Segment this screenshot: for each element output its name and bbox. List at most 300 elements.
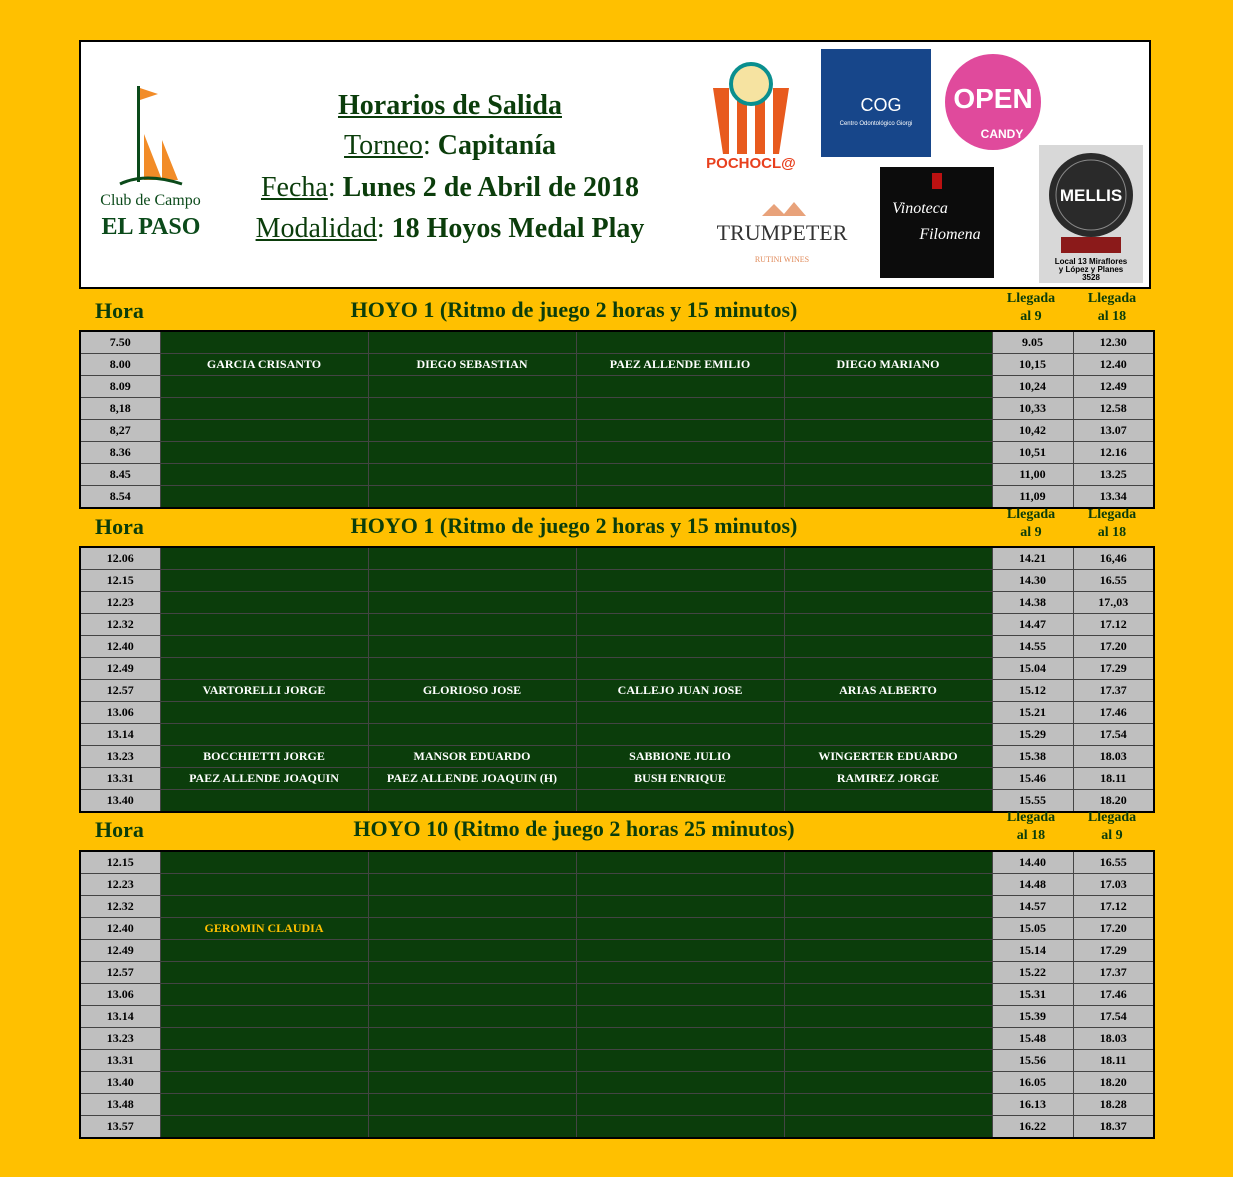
hora-label: Hora (95, 298, 144, 323)
arrival-time-cell-2: 17.29 (1073, 658, 1154, 680)
player-cell: GLORIOSO JOSE (368, 680, 576, 702)
player-cell: BOCCHIETTI JORGE (160, 746, 368, 768)
tee-time-cell: 13.48 (80, 1094, 160, 1116)
tee-time-table (79, 850, 1155, 1139)
modalidad-value: 18 Hoyos Medal Play (391, 213, 645, 244)
tee-time-cell: 13.23 (80, 746, 160, 768)
arrival-time-cell-1: 14.57 (992, 896, 1073, 918)
player-cell: BUSH ENRIQUE (576, 768, 784, 790)
table-row (80, 1094, 1154, 1116)
vinoteca-filomena-logo (880, 167, 994, 278)
player-cell (784, 984, 992, 1006)
tee-time-table (79, 330, 1155, 509)
arrival-col2-line1: Llegada (1087, 291, 1137, 306)
tee-time-cell: 13.06 (80, 702, 160, 724)
arrival-time-cell-1: 15.56 (992, 1050, 1073, 1072)
arrival-time-cell-1: 14.38 (992, 592, 1073, 614)
svg-text:POCHOCL@: POCHOCL@ (706, 155, 796, 172)
tee-time-cell: 12.57 (80, 962, 160, 984)
player-cell (784, 896, 992, 918)
player-cell (576, 592, 784, 614)
player-cell (368, 790, 576, 813)
arrival-time-cell-2: 16.55 (1073, 570, 1154, 592)
table-row (80, 724, 1154, 746)
player-cell (368, 1028, 576, 1050)
table-row (80, 547, 1154, 570)
arrival-time-cell-2: 12.40 (1073, 354, 1154, 376)
player-cell (368, 398, 576, 420)
player-cell (576, 1116, 784, 1139)
tee-time-cell: 13.31 (80, 768, 160, 790)
arrival-col2-line1: Llegada (1087, 810, 1137, 825)
arrival-time-cell-2: 18.11 (1073, 768, 1154, 790)
arrival-time-cell-2: 17.,03 (1073, 592, 1154, 614)
player-cell (576, 420, 784, 442)
arrival-time-cell-2: 12.30 (1073, 331, 1154, 354)
arrival-col1-header (991, 809, 1071, 845)
table-row (80, 1116, 1154, 1139)
player-cell (160, 940, 368, 962)
arrival-col2-line2: al 18 (1097, 525, 1127, 540)
club-name-line1: Club de Campo (100, 192, 201, 209)
player-cell (160, 614, 368, 636)
player-cell (160, 486, 368, 509)
torneo-line: Torneo: Capitanía (344, 130, 556, 161)
player-cell (784, 790, 992, 813)
arrival-time-cell-1: 9.05 (992, 331, 1073, 354)
player-cell (368, 376, 576, 398)
tee-time-cell: 8.09 (80, 376, 160, 398)
tee-time-cell: 13.06 (80, 984, 160, 1006)
arrival-time-cell-2: 18.20 (1073, 1072, 1154, 1094)
player-cell (160, 1050, 368, 1072)
table-row (80, 984, 1154, 1006)
player-cell (368, 486, 576, 509)
tee-time-cell: 8.00 (80, 354, 160, 376)
table-row (80, 680, 1154, 702)
table-row (80, 570, 1154, 592)
player-cell: DIEGO SEBASTIAN (368, 354, 576, 376)
arrival-time-cell-1: 15.04 (992, 658, 1073, 680)
player-cell (576, 918, 784, 940)
arrival-time-cell-1: 15.05 (992, 918, 1073, 940)
player-cell (160, 1116, 368, 1139)
arrival-col1-line2: al 18 (1016, 828, 1046, 843)
player-cell (784, 614, 992, 636)
arrival-time-cell-1: 15.12 (992, 680, 1073, 702)
player-cell (576, 570, 784, 592)
player-cell (576, 658, 784, 680)
arrival-time-cell-2: 18.37 (1073, 1116, 1154, 1139)
arrival-col2-header (1072, 290, 1152, 326)
player-cell (368, 1050, 576, 1072)
tee-time-cell: 8,18 (80, 398, 160, 420)
player-cell (160, 1072, 368, 1094)
table-row (80, 1072, 1154, 1094)
player-cell (576, 486, 784, 509)
arrival-time-cell-1: 14.40 (992, 851, 1073, 874)
player-cell (368, 1116, 576, 1139)
cog-logo (821, 49, 931, 157)
player-cell: ARIAS ALBERTO (784, 680, 992, 702)
player-cell (784, 1028, 992, 1050)
tee-time-cell: 8.36 (80, 442, 160, 464)
player-cell: PAEZ ALLENDE EMILIO (576, 354, 784, 376)
arrival-time-cell-1: 15.48 (992, 1028, 1073, 1050)
tee-time-cell: 12.57 (80, 680, 160, 702)
player-cell (160, 464, 368, 486)
arrival-time-cell-2: 17.46 (1073, 984, 1154, 1006)
table-row (80, 442, 1154, 464)
player-cell (784, 331, 992, 354)
arrival-time-cell-2: 18.03 (1073, 746, 1154, 768)
player-cell (784, 420, 992, 442)
tee-time-cell: 13.31 (80, 1050, 160, 1072)
arrival-time-cell-2: 13.34 (1073, 486, 1154, 509)
player-cell (368, 851, 576, 874)
svg-text:CANDY: CANDY (980, 127, 1024, 141)
player-cell (784, 398, 992, 420)
arrival-time-cell-1: 10,51 (992, 442, 1073, 464)
arrival-time-cell-1: 14.21 (992, 547, 1073, 570)
tee-time-cell: 8.45 (80, 464, 160, 486)
tee-time-cell: 13.14 (80, 1006, 160, 1028)
tee-time-cell: 12.06 (80, 547, 160, 570)
svg-text:Local 13 Miraflores: Local 13 Miraflores (1054, 257, 1128, 266)
player-cell (160, 636, 368, 658)
player-cell (784, 702, 992, 724)
player-cell (576, 724, 784, 746)
tee-time-cell: 8.54 (80, 486, 160, 509)
player-cell (160, 547, 368, 570)
player-cell (784, 464, 992, 486)
player-cell (368, 1006, 576, 1028)
tee-time-cell: 7.50 (80, 331, 160, 354)
arrival-time-cell-1: 15.31 (992, 984, 1073, 1006)
tee-time-cell: 12.49 (80, 940, 160, 962)
svg-text:Centro Odontológico Giorgi: Centro Odontológico Giorgi (839, 121, 913, 127)
arrival-col2-line2: al 18 (1097, 309, 1127, 324)
tee-time-cell: 13.14 (80, 724, 160, 746)
section-header (79, 291, 1151, 330)
player-cell (576, 376, 784, 398)
player-cell (576, 398, 784, 420)
player-cell (160, 592, 368, 614)
player-cell: DIEGO MARIANO (784, 354, 992, 376)
player-cell (784, 376, 992, 398)
player-cell (576, 874, 784, 896)
arrival-time-cell-2: 18.20 (1073, 790, 1154, 813)
player-cell (160, 658, 368, 680)
player-cell (784, 962, 992, 984)
player-cell (160, 331, 368, 354)
player-cell (368, 331, 576, 354)
arrival-time-cell-2: 17.37 (1073, 680, 1154, 702)
player-cell: WINGERTER EDUARDO (784, 746, 992, 768)
player-cell (576, 1028, 784, 1050)
table-row (80, 636, 1154, 658)
arrival-time-cell-2: 17.12 (1073, 896, 1154, 918)
arrival-col1-header (991, 506, 1071, 542)
player-cell (368, 592, 576, 614)
arrival-time-cell-2: 12.16 (1073, 442, 1154, 464)
player-cell: RAMIREZ JORGE (784, 768, 992, 790)
table-row (80, 398, 1154, 420)
tee-time-cell: 12.40 (80, 636, 160, 658)
tee-time-cell: 12.40 (80, 918, 160, 940)
tee-time-cell: 13.40 (80, 1072, 160, 1094)
player-cell (784, 486, 992, 509)
arrival-time-cell-2: 13.07 (1073, 420, 1154, 442)
arrival-time-cell-2: 17.46 (1073, 702, 1154, 724)
player-cell (160, 398, 368, 420)
player-cell (576, 896, 784, 918)
table-row (80, 354, 1154, 376)
arrival-time-cell-2: 17.54 (1073, 724, 1154, 746)
arrival-time-cell-2: 17.12 (1073, 614, 1154, 636)
svg-text:Vinoteca: Vinoteca (892, 200, 948, 217)
svg-text:Filomena: Filomena (919, 226, 981, 243)
player-cell (160, 1006, 368, 1028)
arrival-time-cell-2: 17.03 (1073, 874, 1154, 896)
tee-time-cell: 12.23 (80, 874, 160, 896)
table-row (80, 1050, 1154, 1072)
player-cell (368, 636, 576, 658)
player-cell (576, 464, 784, 486)
table-row (80, 851, 1154, 874)
player-cell (368, 724, 576, 746)
svg-text:MELLIS: MELLIS (1059, 186, 1123, 205)
player-cell (160, 702, 368, 724)
player-cell: VARTORELLI JORGE (160, 680, 368, 702)
arrival-time-cell-1: 16.13 (992, 1094, 1073, 1116)
fecha-line: Fecha: Lunes 2 de Abril de 2018 (260, 172, 640, 203)
arrival-time-cell-2: 16.55 (1073, 851, 1154, 874)
table-row (80, 331, 1154, 354)
tee-time-cell: 12.23 (80, 592, 160, 614)
player-cell (784, 636, 992, 658)
open-candy-logo (940, 54, 1046, 154)
table-row (80, 702, 1154, 724)
arrival-time-cell-2: 17.20 (1073, 636, 1154, 658)
arrival-col2-header (1072, 506, 1152, 542)
section-title: HOYO 10 (Ritmo de juego 2 horas 25 minutos) (353, 816, 795, 841)
player-cell (576, 702, 784, 724)
arrival-time-cell-1: 16.05 (992, 1072, 1073, 1094)
torneo-value: Capitanía (437, 130, 556, 161)
player-cell (576, 547, 784, 570)
table-row (80, 1006, 1154, 1028)
arrival-time-cell-1: 14.48 (992, 874, 1073, 896)
mellis-logo (1039, 145, 1143, 283)
player-cell (576, 940, 784, 962)
arrival-time-cell-1: 16.22 (992, 1116, 1073, 1139)
player-cell (160, 962, 368, 984)
svg-text:y López y Planes: y López y Planes (1058, 265, 1124, 274)
tee-time-cell: 12.32 (80, 896, 160, 918)
arrival-time-cell-2: 18.11 (1073, 1050, 1154, 1072)
svg-text:3528: 3528 (1082, 273, 1100, 282)
tee-time-cell: 12.49 (80, 658, 160, 680)
arrival-time-cell-1: 14.30 (992, 570, 1073, 592)
arrival-time-cell-1: 15.22 (992, 962, 1073, 984)
player-cell (160, 376, 368, 398)
arrival-col1-line1: Llegada (1006, 810, 1056, 825)
player-cell: PAEZ ALLENDE JOAQUIN (H) (368, 768, 576, 790)
player-cell (784, 874, 992, 896)
table-row (80, 940, 1154, 962)
player-cell (576, 790, 784, 813)
tee-time-cell: 13.57 (80, 1116, 160, 1139)
section-header (79, 507, 1151, 546)
player-cell (368, 918, 576, 940)
player-cell (784, 851, 992, 874)
player-cell (784, 658, 992, 680)
arrival-time-cell-1: 14.47 (992, 614, 1073, 636)
player-cell (784, 547, 992, 570)
player-cell (160, 570, 368, 592)
pochocla-logo (695, 58, 807, 176)
player-cell (160, 1028, 368, 1050)
player-cell (368, 962, 576, 984)
arrival-time-cell-1: 15.55 (992, 790, 1073, 813)
player-cell (576, 1006, 784, 1028)
table-row (80, 962, 1154, 984)
fecha-value: Lunes 2 de Abril de 2018 (342, 172, 640, 203)
player-cell (368, 442, 576, 464)
section-title: HOYO 1 (Ritmo de juego 2 horas y 15 minutos) (350, 297, 798, 322)
player-cell: SABBIONE JULIO (576, 746, 784, 768)
table-row (80, 376, 1154, 398)
player-cell (576, 984, 784, 1006)
tee-time-cell: 13.23 (80, 1028, 160, 1050)
player-cell (784, 1094, 992, 1116)
club-name-line2: EL PASO (101, 214, 201, 240)
player-cell (784, 592, 992, 614)
player-cell (160, 874, 368, 896)
tee-time-cell: 13.40 (80, 790, 160, 813)
tee-time-cell: 12.32 (80, 614, 160, 636)
player-cell (576, 962, 784, 984)
arrival-time-cell-2: 12.58 (1073, 398, 1154, 420)
player-cell (368, 614, 576, 636)
player-cell (576, 1050, 784, 1072)
player-cell (160, 851, 368, 874)
arrival-time-cell-1: 15.46 (992, 768, 1073, 790)
player-cell: PAEZ ALLENDE JOAQUIN (160, 768, 368, 790)
player-cell (576, 851, 784, 874)
player-cell (368, 940, 576, 962)
player-cell (368, 658, 576, 680)
arrival-time-cell-2: 18.03 (1073, 1028, 1154, 1050)
table-row (80, 1028, 1154, 1050)
player-cell (368, 420, 576, 442)
player-cell (160, 984, 368, 1006)
fecha-label: Fecha (260, 172, 328, 203)
table-row (80, 918, 1154, 940)
arrival-col1-line1: Llegada (1006, 507, 1056, 522)
player-cell (784, 570, 992, 592)
arrival-col1-header (991, 290, 1071, 326)
arrival-col2-line1: Llegada (1087, 507, 1137, 522)
arrival-time-cell-2: 17.29 (1073, 940, 1154, 962)
player-cell (784, 442, 992, 464)
player-cell (784, 1006, 992, 1028)
player-cell (160, 442, 368, 464)
table-row (80, 658, 1154, 680)
table-row (80, 614, 1154, 636)
table-row (80, 592, 1154, 614)
arrival-col1-line2: al 9 (1020, 309, 1042, 324)
player-cell (160, 790, 368, 813)
arrival-time-cell-1: 15.14 (992, 940, 1073, 962)
svg-text:TRUMPETER: TRUMPETER (716, 220, 848, 245)
svg-text:RUTINI WINES: RUTINI WINES (754, 255, 810, 264)
section-header (79, 810, 1151, 849)
trumpeter-logo (712, 196, 852, 266)
hora-label: Hora (95, 817, 144, 842)
arrival-col2-line2: al 9 (1101, 828, 1123, 843)
arrival-time-cell-1: 15.29 (992, 724, 1073, 746)
player-cell (368, 570, 576, 592)
arrival-time-cell-1: 15.39 (992, 1006, 1073, 1028)
player-cell (368, 874, 576, 896)
golf-flag-icon (100, 84, 190, 194)
tee-time-cell: 12.15 (80, 851, 160, 874)
modalidad-label: Modalidad (255, 213, 377, 244)
arrival-col2-header (1072, 809, 1152, 845)
arrival-time-cell-1: 10,15 (992, 354, 1073, 376)
player-cell (160, 896, 368, 918)
arrival-time-cell-2: 16,46 (1073, 547, 1154, 570)
arrival-time-cell-2: 17.37 (1073, 962, 1154, 984)
player-cell (160, 724, 368, 746)
table-row (80, 746, 1154, 768)
player-cell (368, 1094, 576, 1116)
hora-label: Hora (95, 514, 144, 539)
arrival-time-cell-1: 10,24 (992, 376, 1073, 398)
arrival-time-cell-1: 11,09 (992, 486, 1073, 509)
player-cell (576, 1094, 784, 1116)
arrival-time-cell-1: 10,33 (992, 398, 1073, 420)
section-title: HOYO 1 (Ritmo de juego 2 horas y 15 minutos) (350, 513, 798, 538)
arrival-time-cell-2: 17.20 (1073, 918, 1154, 940)
player-cell (368, 464, 576, 486)
torneo-label: Torneo (344, 130, 423, 161)
tee-time-cell: 8,27 (80, 420, 160, 442)
player-cell (784, 724, 992, 746)
player-cell (160, 420, 368, 442)
arrival-time-cell-2: 17.54 (1073, 1006, 1154, 1028)
table-row (80, 896, 1154, 918)
arrival-time-cell-2: 13.25 (1073, 464, 1154, 486)
arrival-col1-line1: Llegada (1006, 291, 1056, 306)
table-row (80, 486, 1154, 509)
arrival-time-cell-1: 14.55 (992, 636, 1073, 658)
arrival-time-cell-1: 15.38 (992, 746, 1073, 768)
table-row (80, 768, 1154, 790)
player-cell (576, 442, 784, 464)
arrival-time-cell-2: 18.28 (1073, 1094, 1154, 1116)
player-cell (576, 331, 784, 354)
svg-text:COG: COG (860, 95, 902, 115)
arrival-time-cell-2: 12.49 (1073, 376, 1154, 398)
arrival-time-cell-1: 10,42 (992, 420, 1073, 442)
player-cell (368, 547, 576, 570)
player-cell: GEROMIN CLAUDIA (160, 918, 368, 940)
arrival-time-cell-1: 15.21 (992, 702, 1073, 724)
player-cell: MANSOR EDUARDO (368, 746, 576, 768)
